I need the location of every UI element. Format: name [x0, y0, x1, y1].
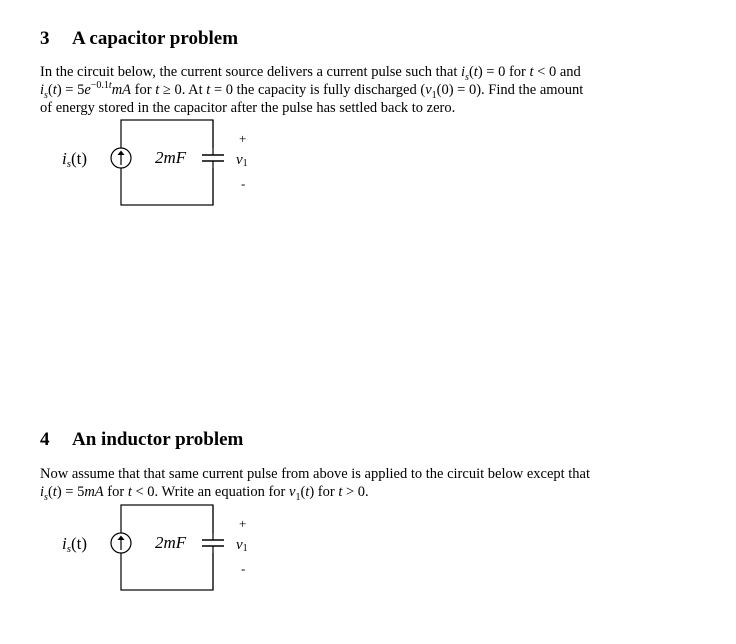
circuit-1-voltage-label: v1 — [236, 152, 248, 169]
section-4-paragraph — [40, 465, 666, 501]
circuit-2-plus: + — [239, 516, 247, 531]
section-3-line-2: $i_s(t) = 5e^{-0.1t}mA$ for t ≥ 0. At t = 0 the capacity is fully discharged $(v_1(0) = 0)$. Find the amount — [40, 80, 584, 101]
circuit-2-cap-value: 2mF — [155, 533, 187, 552]
section-3-number: 3 — [40, 28, 50, 49]
circuit-2 — [0, 503, 300, 598]
circuit-2-minus: - — [241, 561, 246, 576]
circuit-1-plus: + — [239, 131, 247, 146]
section-4-number: 4 — [40, 429, 50, 450]
section-4-title: An inductor problem — [72, 429, 244, 450]
section-4-line-2: $i_s(t) = 5mA$ for t < 0. Write an equation for $v_1(t)$ for t > 0. — [40, 484, 369, 503]
section-4-heading — [40, 429, 243, 451]
circuit-1-source-label: is(t) — [62, 149, 88, 170]
section-3-title: A capacitor problem — [72, 28, 239, 49]
circuit-1-minus: - — [241, 176, 246, 191]
circuit-1 — [0, 118, 300, 213]
section-3-paragraph — [40, 63, 666, 117]
circuit-1-cap-value: 2mF — [155, 148, 187, 167]
circuit-2-source-label: is(t) — [62, 534, 88, 555]
section-4-line-1: Now assume that that same current pulse from above is applied to the circuit below except that — [40, 466, 591, 482]
section-3-line-3: of energy stored in the capacitor after the pulse has settled back to zero. — [40, 100, 456, 116]
circuit-2-voltage-label: v1 — [236, 537, 248, 554]
section-3-heading — [40, 28, 238, 50]
section-3-line-1: In the circuit below, the current source delivers a current pulse such that $i_s(t) = 0$ for t < 0 and — [40, 64, 581, 83]
